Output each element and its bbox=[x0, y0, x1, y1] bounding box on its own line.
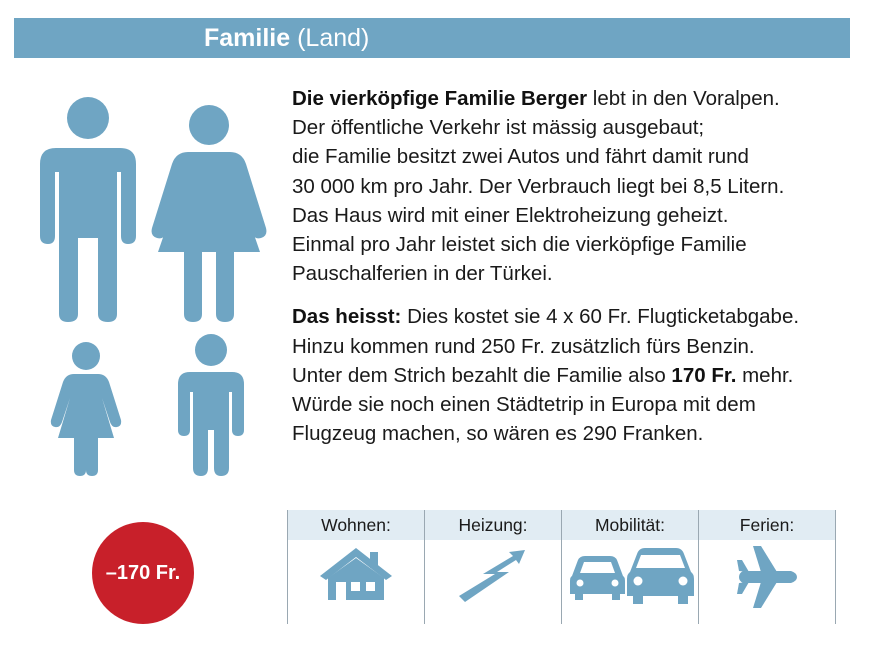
category-label: Wohnen: bbox=[288, 510, 424, 540]
man-icon bbox=[36, 96, 140, 322]
woman-icon bbox=[150, 104, 268, 322]
lightning-icon bbox=[457, 546, 529, 602]
text-line: Flugzeug machen, so wären es 290 Franken. bbox=[292, 422, 704, 446]
girl-icon bbox=[50, 342, 122, 476]
description-text bbox=[292, 84, 852, 448]
category-heizung bbox=[424, 510, 561, 624]
paragraph-1 bbox=[292, 84, 852, 288]
category-label: Mobilität: bbox=[562, 510, 698, 540]
text-line: Würde sie noch einen Städtetrip in Europa mit dem bbox=[292, 393, 756, 417]
text-line: Hinzu kommen rund 250 Fr. zusätzlich fürs Benzin. bbox=[292, 334, 755, 358]
cost-badge bbox=[92, 522, 194, 624]
text-line: die Familie besitzt zwei Autos und fährt damit rund bbox=[292, 145, 749, 169]
text-line: Das heisst: Dies kostet sie 4 x 60 Fr. Flugticketabgabe. bbox=[292, 305, 800, 329]
text-line: Das Haus wird mit einer Elektroheizung geheizt. bbox=[292, 203, 729, 227]
text-line: Die vierköpfige Familie Berger lebt in den Voralpen. bbox=[292, 87, 780, 110]
category-table bbox=[287, 510, 835, 624]
boy-icon bbox=[174, 334, 248, 476]
category-ferien bbox=[698, 510, 836, 624]
paragraph-2 bbox=[292, 302, 852, 448]
cost-badge-label: –170 Fr. bbox=[105, 561, 181, 584]
category-wohnen bbox=[287, 510, 424, 624]
text-line: Unter dem Strich bezahlt die Familie also 170 Fr. mehr. bbox=[292, 363, 794, 387]
airplane-icon bbox=[737, 546, 797, 608]
title-normal: (Land) bbox=[297, 24, 370, 52]
house-icon bbox=[318, 546, 394, 600]
header-bar bbox=[14, 18, 850, 58]
text-line: 30 000 km pro Jahr. Der Verbrauch liegt bei 8,5 Litern. bbox=[292, 174, 785, 198]
text-line: Pauschalferien in der Türkei. bbox=[292, 262, 553, 286]
two-cars-icon bbox=[568, 546, 694, 606]
text-line: Der öffentliche Verkehr ist mässig ausgebaut; bbox=[292, 116, 705, 140]
category-mobilitaet bbox=[561, 510, 698, 624]
category-label: Heizung: bbox=[425, 510, 561, 540]
title-bold: Familie bbox=[204, 24, 291, 52]
text-line: Einmal pro Jahr leistet sich die vierköpfige Familie bbox=[292, 233, 747, 257]
page-title bbox=[204, 18, 369, 58]
family-figures bbox=[28, 88, 278, 488]
category-label: Ferien: bbox=[699, 510, 835, 540]
